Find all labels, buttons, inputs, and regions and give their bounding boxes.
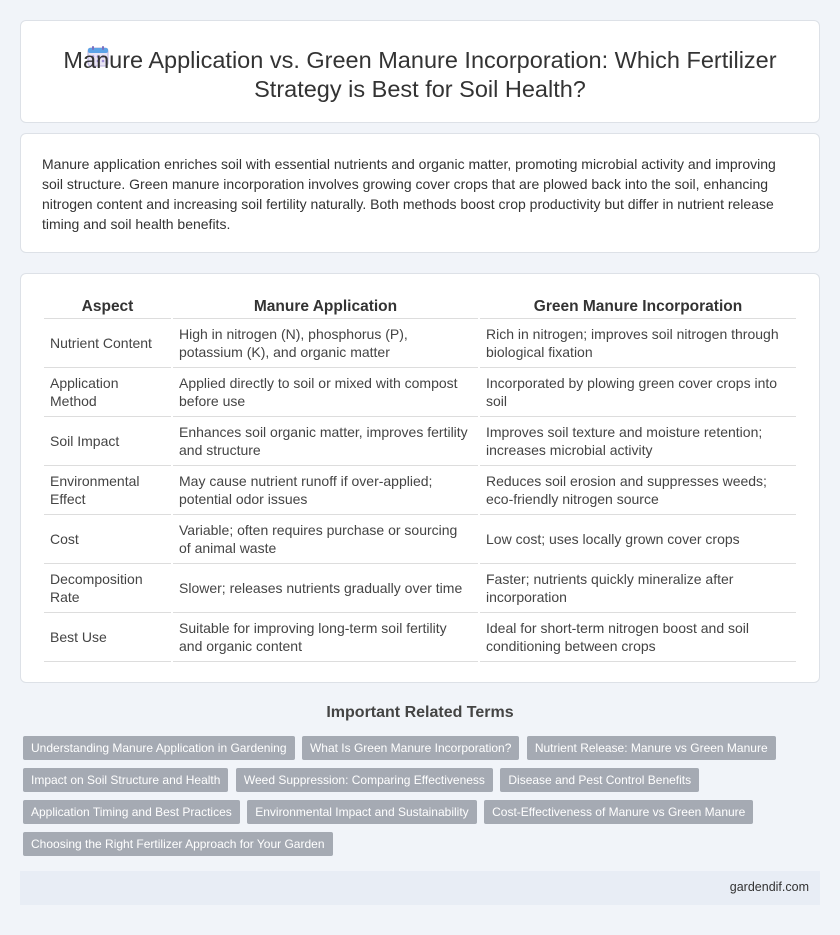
intro-text: Manure application enriches soil with essential nutrients and organic matter, promoting microbial activity and improving soil structure. Green manure incorporation involves growing cover crops that are plowed back into the soil, enhancing nitrogen content and increasing soil fertility naturally. Both methods boost crop productivity but differ in nutrient release timing and soil health benefits.: [42, 156, 776, 232]
page-title: Manure Application vs. Green Manure Incorporation: Which Fertilizer Strategy is Best for Soil Health?: [63, 47, 777, 102]
related-term-link[interactable]: Application Timing and Best Practices: [23, 800, 240, 824]
table-cell: Enhances soil organic matter, improves fertility and structure: [173, 417, 478, 466]
table-cell: Faster; nutrients quickly mineralize after incorporation: [480, 564, 796, 613]
table-cell: Variable; often requires purchase or sourcing of animal waste: [173, 515, 478, 564]
table-cell: Slower; releases nutrients gradually over time: [173, 564, 478, 613]
table-cell: Incorporated by plowing green cover crops into soil: [480, 368, 796, 417]
table-cell: High in nitrogen (N), phosphorus (P), potassium (K), and organic matter: [173, 319, 478, 368]
related-term-link[interactable]: Impact on Soil Structure and Health: [23, 768, 228, 792]
table-row: [44, 319, 796, 368]
header-aspect: Aspect: [44, 295, 171, 319]
table-row: [44, 417, 796, 466]
table-cell: Rich in nitrogen; improves soil nitrogen through biological fixation: [480, 319, 796, 368]
table-cell: May cause nutrient runoff if over-applied; potential odor issues: [173, 466, 478, 515]
table-row: [44, 613, 796, 662]
table-cell: Ideal for short-term nitrogen boost and soil conditioning between crops: [480, 613, 796, 662]
table-cell-aspect: Best Use: [44, 613, 171, 662]
header-manure-application: Manure Application: [173, 295, 478, 319]
table-cell: Suitable for improving long-term soil fertility and organic content: [173, 613, 478, 662]
table-row: [44, 466, 796, 515]
table-cell: Applied directly to soil or mixed with compost before use: [173, 368, 478, 417]
table-cell-aspect: Nutrient Content: [44, 319, 171, 368]
table-cell-aspect: Soil Impact: [44, 417, 171, 466]
related-term-link[interactable]: Nutrient Release: Manure vs Green Manure: [527, 736, 776, 760]
intro-card: [20, 133, 820, 253]
table-row: [44, 368, 796, 417]
related-terms-title: Important Related Terms: [326, 704, 514, 721]
related-term-link[interactable]: Weed Suppression: Comparing Effectiveness: [236, 768, 493, 792]
related-term-link[interactable]: Environmental Impact and Sustainability: [247, 800, 476, 824]
table-row: [44, 564, 796, 613]
related-term-link[interactable]: Understanding Manure Application in Gardening: [23, 736, 295, 760]
related-term-link[interactable]: What Is Green Manure Incorporation?: [302, 736, 519, 760]
table-cell-aspect: Environmental Effect: [44, 466, 171, 515]
header-card: [20, 20, 820, 123]
related-term-link[interactable]: Choosing the Right Fertilizer Approach for Your Garden: [23, 832, 333, 856]
table-row: [44, 515, 796, 564]
table-cell: Reduces soil erosion and suppresses weeds; eco-friendly nitrogen source: [480, 466, 796, 515]
related-term-link[interactable]: Cost-Effectiveness of Manure vs Green Manure: [484, 800, 753, 824]
comparison-table-card: [20, 273, 820, 683]
comparison-table: [42, 295, 798, 662]
table-header-row: [44, 295, 796, 319]
table-cell-aspect: Decomposition Rate: [44, 564, 171, 613]
table-cell: Improves soil texture and moisture retention; increases microbial activity: [480, 417, 796, 466]
related-term-link[interactable]: Disease and Pest Control Benefits: [500, 768, 699, 792]
header-green-manure: Green Manure Incorporation: [480, 295, 796, 319]
related-terms-list: [23, 736, 793, 864]
footer-bar: [20, 871, 820, 905]
footer-site-name[interactable]: gardendif.com: [729, 880, 809, 894]
table-cell-aspect: Application Method: [44, 368, 171, 417]
table-cell: Low cost; uses locally grown cover crops: [480, 515, 796, 564]
table-cell-aspect: Cost: [44, 515, 171, 564]
